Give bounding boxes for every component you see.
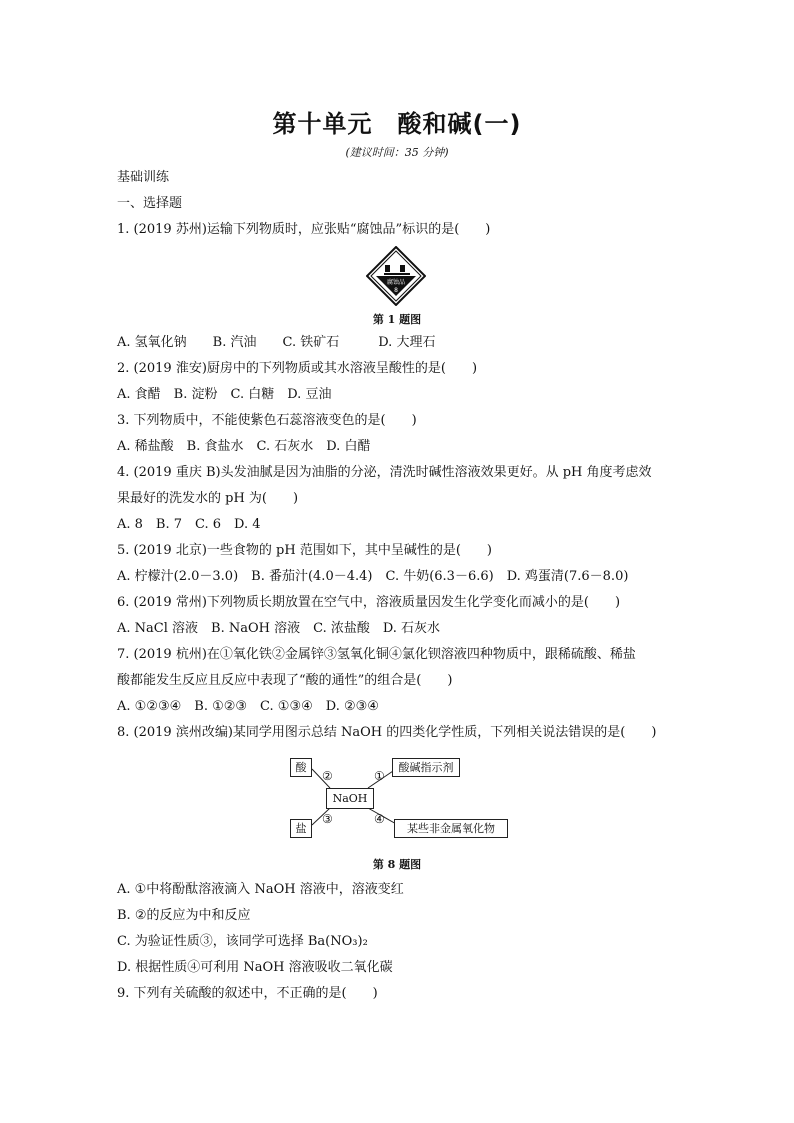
corrosive-sign-icon bbox=[366, 246, 426, 310]
label-3: ③ bbox=[322, 812, 333, 826]
section-heading: 基础训练 bbox=[117, 170, 170, 185]
page-title: 第十单元 酸和碱(一) bbox=[272, 110, 522, 138]
page-subtitle: (建议时间：35 分钟) bbox=[345, 146, 449, 159]
figure-1-caption: 第 1 题图 bbox=[372, 313, 422, 326]
question-9-stem: 9. 下列有关硫酸的叙述中，不正确的是( ) bbox=[117, 986, 378, 1001]
question-1-options: A. 氢氧化钠 B. 汽油 C. 铁矿石 D. 大理石 bbox=[117, 335, 436, 350]
question-6-stem: 6. (2019 常州)下列物质长期放置在空气中，溶液质量因发生化学变化而减小的是( ) bbox=[117, 595, 621, 610]
label-4: ④ bbox=[374, 812, 385, 826]
question-8-option-c: C. 为验证性质③，该同学可选择 Ba(NO₃)₂ bbox=[117, 934, 368, 949]
naoh-center-box: NaOH bbox=[326, 788, 374, 809]
question-4-stem-line-1: 4. (2019 重庆 B)头发油腻是因为油脂的分泌，清洗时碱性溶液效果更好。从 pH 角度考虑效 bbox=[117, 465, 652, 480]
subsection-heading: 一、选择题 bbox=[117, 196, 183, 211]
question-8-stem: 8. (2019 滨州改编)某同学用图示总结 NaOH 的四类化学性质，下列相关说法错误的是( ) bbox=[117, 725, 657, 740]
question-2-options: A. 食醋 B. 淀粉 C. 白糖 D. 豆油 bbox=[117, 387, 332, 402]
question-4-stem-line-2: 果最好的洗发水的 pH 为( ) bbox=[117, 491, 299, 506]
question-3-stem: 3. 下列物质中，不能使紫色石蕊溶液变色的是( ) bbox=[117, 413, 417, 428]
sign-number: 8 bbox=[394, 287, 398, 294]
label-1: ① bbox=[374, 769, 385, 783]
figure-8-caption: 第 8 题图 bbox=[372, 858, 422, 871]
question-3-options: A. 稀盐酸 B. 食盐水 C. 石灰水 D. 白醋 bbox=[117, 439, 371, 454]
nonmetal-oxide-box: 某些非金属氧化物 bbox=[394, 819, 508, 838]
question-7-stem-line-2: 酸都能发生反应且反应中表现了“酸的通性”的组合是( ) bbox=[117, 673, 453, 688]
question-7-stem-line-1: 7. (2019 杭州)在①氧化铁②金属锌③氢氧化铜④氯化钡溶液四种物质中，跟稀硫酸、稀盐 bbox=[117, 647, 636, 662]
question-8-option-b: B. ②的反应为中和反应 bbox=[117, 908, 251, 923]
question-5-stem: 5. (2019 北京)一些食物的 pH 范围如下，其中呈碱性的是( ) bbox=[117, 543, 492, 558]
naoh-properties-diagram bbox=[288, 755, 518, 845]
indicator-box: 酸碱指示剂 bbox=[392, 758, 460, 777]
salt-box: 盐 bbox=[290, 819, 312, 838]
question-8-option-d: D. 根据性质④可利用 NaOH 溶液吸收二氧化碳 bbox=[117, 960, 393, 975]
question-7-options: A. ①②③④ B. ①②③ C. ①③④ D. ②③④ bbox=[117, 699, 379, 714]
question-4-options: A. 8 B. 7 C. 6 D. 4 bbox=[117, 517, 261, 532]
question-8-option-a: A. ①中将酚酞溶液滴入 NaOH 溶液中，溶液变红 bbox=[117, 882, 404, 897]
acid-box: 酸 bbox=[290, 758, 312, 777]
question-2-stem: 2. (2019 淮安)厨房中的下列物质或其水溶液呈酸性的是( ) bbox=[117, 361, 478, 376]
question-5-options: A. 柠檬汁(2.0－3.0) B. 番茄汁(4.0－4.4) C. 牛奶(6.3－6.6) D. 鸡蛋清(7.6－8.0) bbox=[117, 569, 629, 584]
question-1-stem: 1. (2019 苏州)运输下列物质时，应张贴“腐蚀品”标识的是( ) bbox=[117, 222, 491, 237]
label-2: ② bbox=[322, 769, 333, 783]
sign-label: 腐蚀品 bbox=[386, 279, 406, 286]
question-6-options: A. NaCl 溶液 B. NaOH 溶液 C. 浓盐酸 D. 石灰水 bbox=[117, 621, 441, 636]
